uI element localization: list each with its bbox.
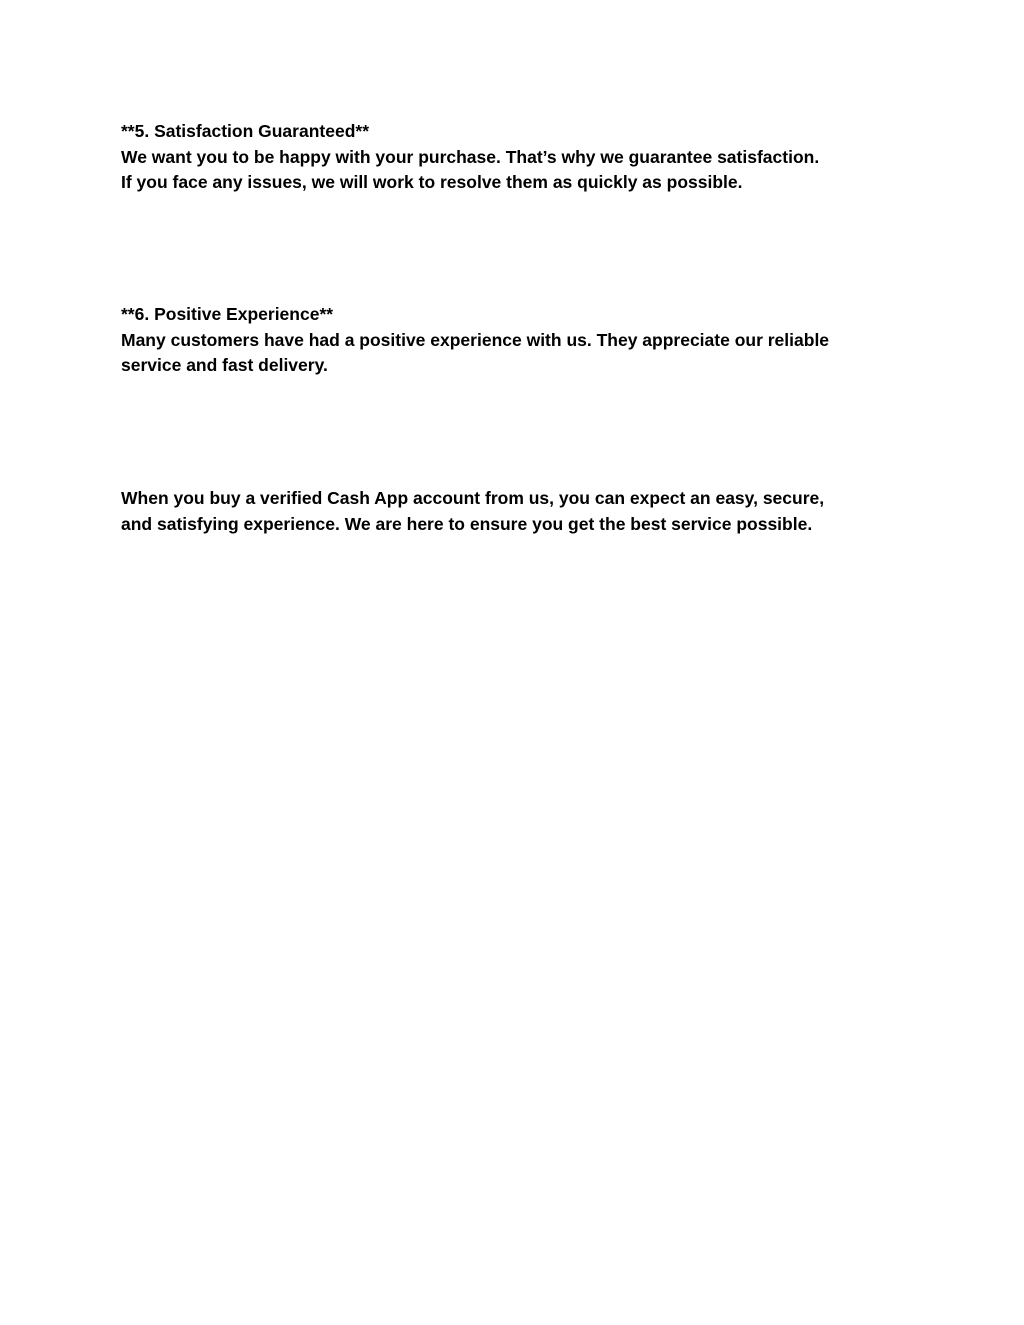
paragraph-line: When you buy a verified Cash App account from us, you can expect an easy, secure, bbox=[121, 488, 825, 508]
section-positive-experience bbox=[121, 302, 921, 379]
closing-paragraph bbox=[121, 486, 921, 537]
paragraph-line: service and fast delivery. bbox=[121, 355, 328, 376]
paragraph-line: and satisfying experience. We are here to ensure you get the best service possible. bbox=[121, 513, 813, 534]
section-heading: **6. Positive Experience** bbox=[121, 304, 334, 324]
section-satisfaction-guaranteed bbox=[121, 119, 921, 196]
section-heading: **5. Satisfaction Guaranteed** bbox=[121, 121, 369, 141]
paragraph-line: We want you to be happy with your purchase. That’s why we guarantee satisfaction. bbox=[121, 146, 820, 167]
paragraph-line: Many customers have had a positive experience with us. They appreciate our reliable bbox=[121, 329, 830, 350]
paragraph-line: If you face any issues, we will work to resolve them as quickly as possible. bbox=[121, 172, 743, 193]
